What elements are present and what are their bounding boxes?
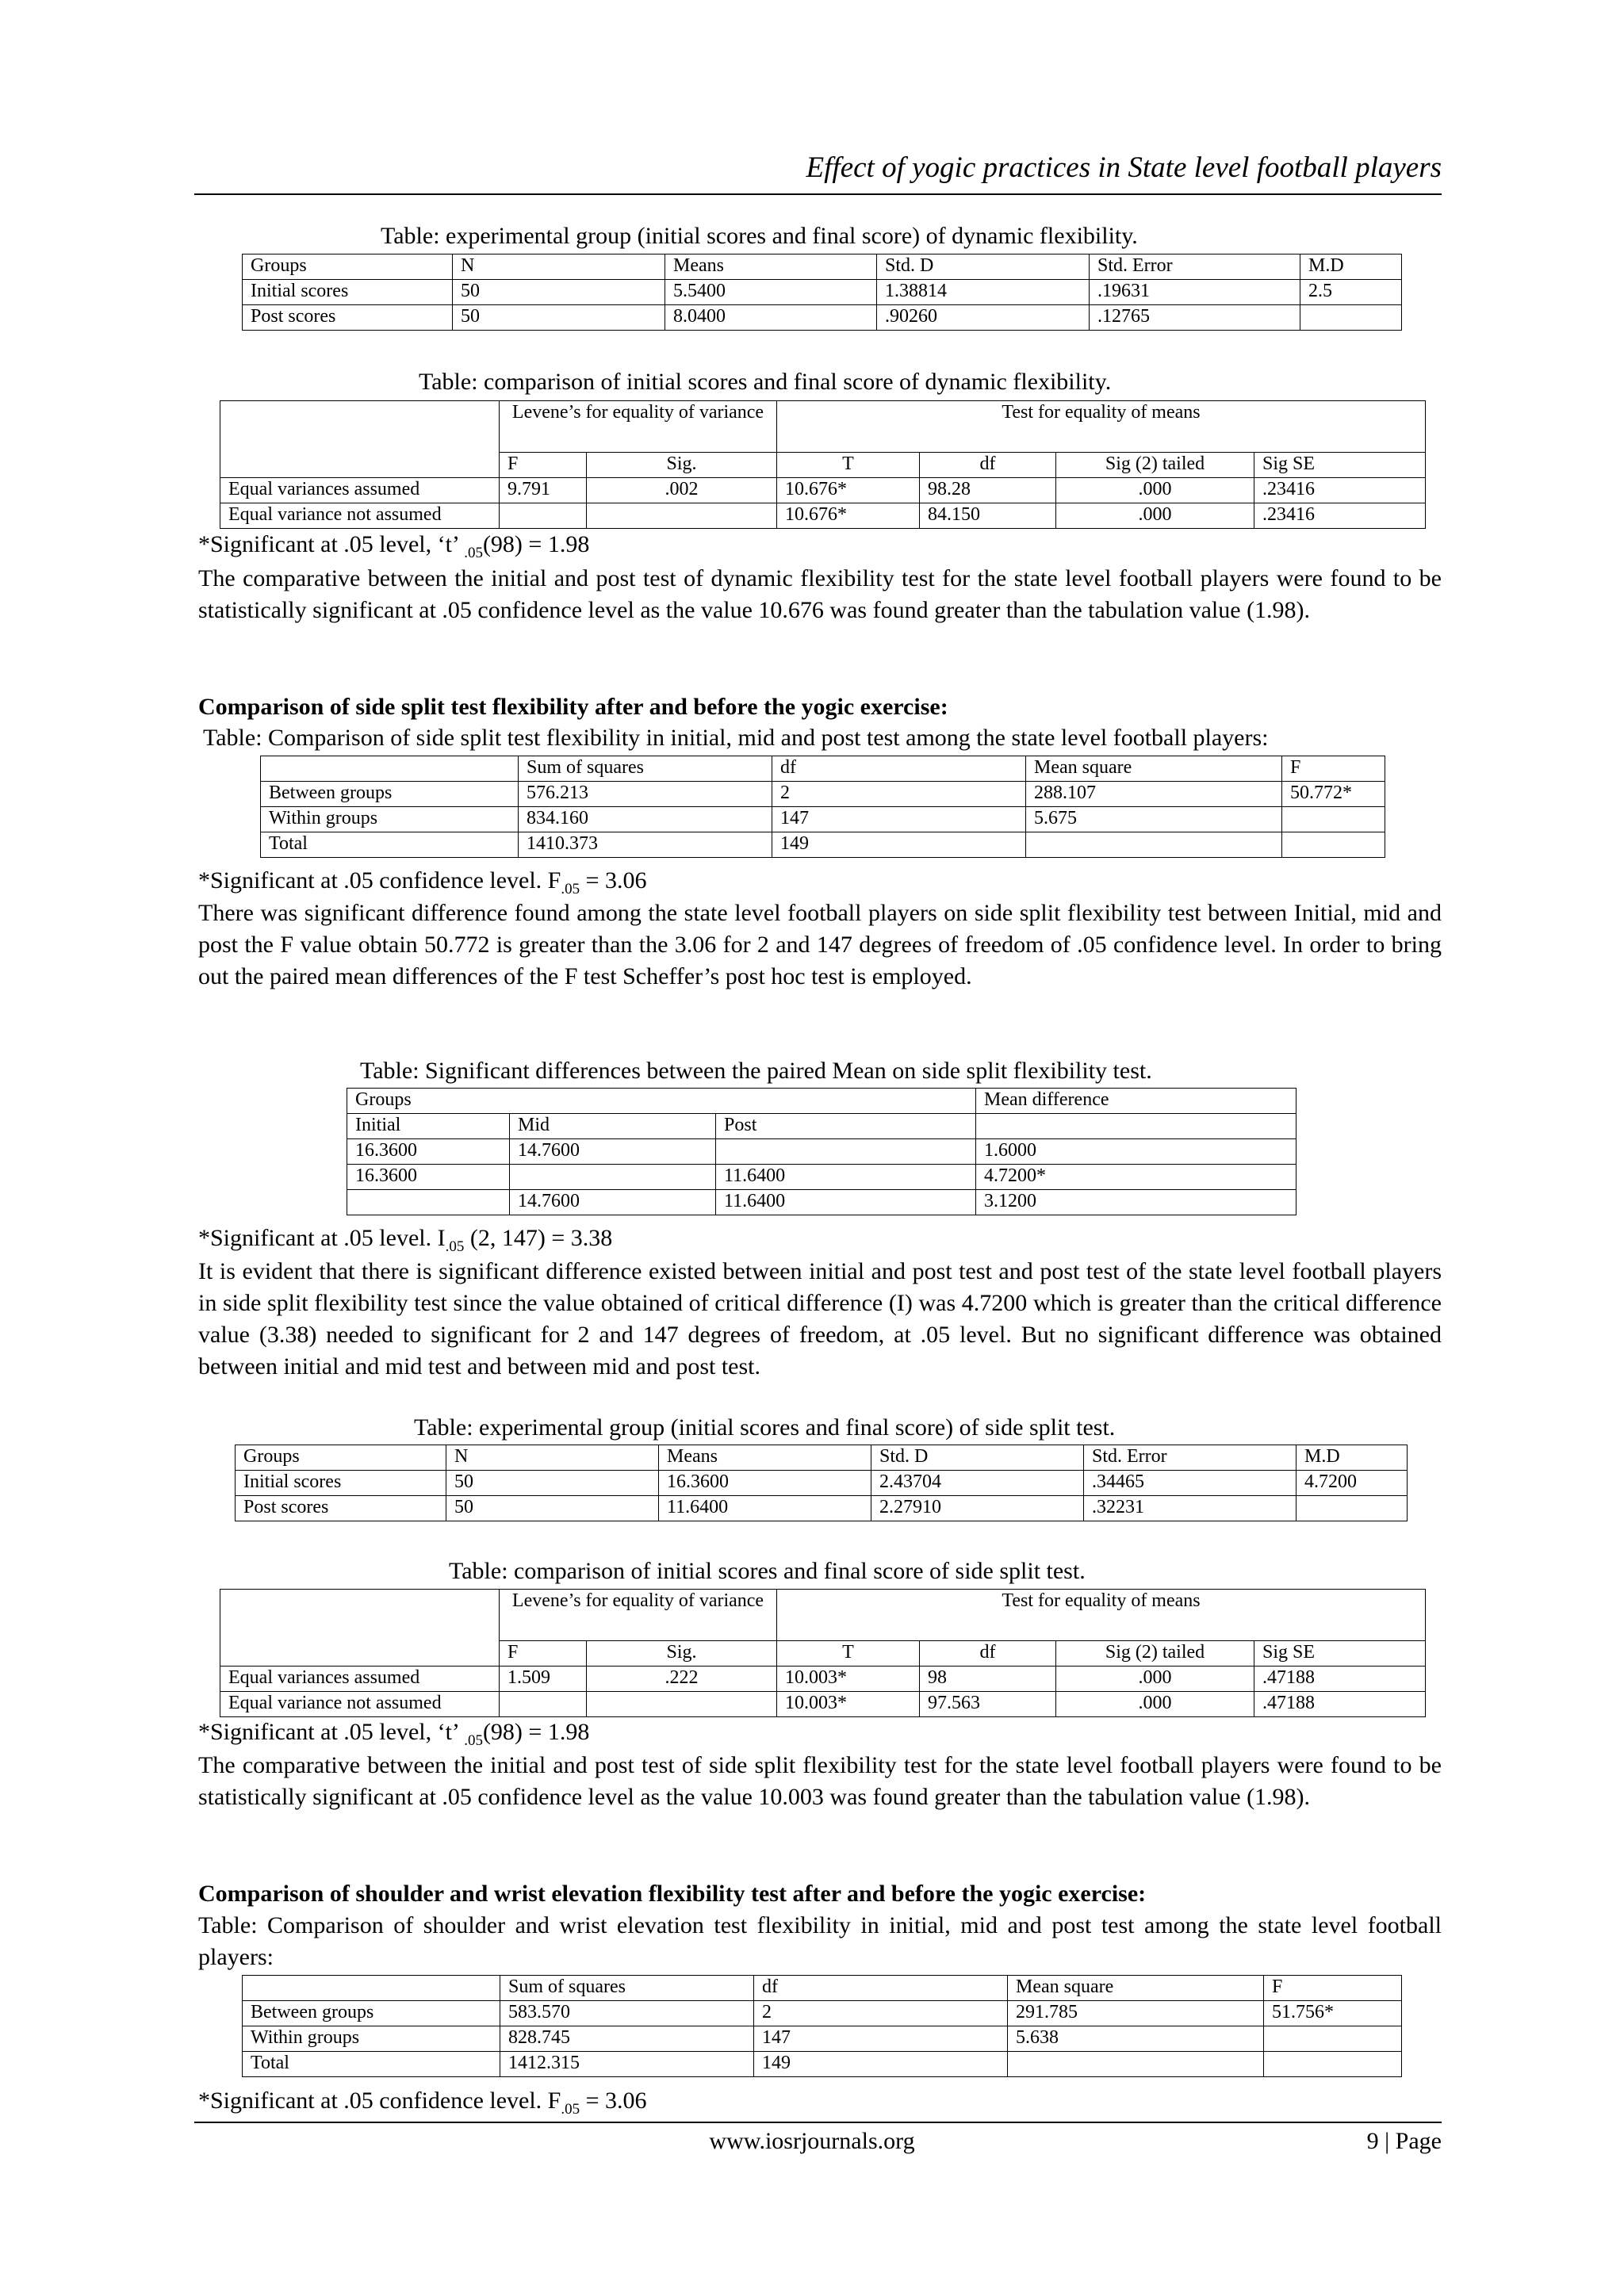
table-cell: F (500, 1641, 587, 1667)
table-cell: 1412.315 (500, 2052, 754, 2077)
table-cell: 2.27910 (871, 1496, 1084, 1521)
significance-note-4: *Significant at .05 level, ‘t’ $_{.05}$(98) = 1.98 (198, 1719, 590, 1749)
mean-difference-header: Mean difference (976, 1089, 1297, 1114)
table-row (220, 1667, 1426, 1692)
table-cell: Post scores (243, 305, 453, 331)
table-cell: 8.0400 (665, 305, 877, 331)
table-cell: Initial scores (243, 280, 453, 305)
table-cell: Std. Error (1084, 1445, 1297, 1471)
table-cell (587, 503, 777, 529)
table-row (347, 1139, 1297, 1165)
table1 (242, 254, 1402, 331)
table-cell: Post scores (236, 1496, 446, 1521)
table2-caption: Table: comparison of initial scores and final score of dynamic flexibility. (419, 369, 1112, 395)
table-cell: T (777, 453, 920, 478)
table-cell: 50.772* (1282, 782, 1385, 807)
table5 (235, 1445, 1408, 1521)
table6 (220, 1589, 1426, 1717)
table-cell: .12765 (1090, 305, 1300, 331)
table-cell: Total (243, 2052, 500, 2077)
table-cell: Sig SE (1254, 453, 1426, 478)
table-row (347, 1190, 1297, 1215)
table-cell: .47188 (1254, 1667, 1426, 1692)
table-row (347, 1165, 1297, 1190)
significance-note-2: *Significant at .05 confidence level. $F_{.05} = 3.06$ (198, 867, 647, 897)
table-cell: 149 (772, 832, 1026, 858)
table-cell (243, 1976, 500, 2001)
table-cell: Sum of squares (519, 756, 772, 782)
table-cell: Groups (243, 254, 453, 280)
table-row (220, 1692, 1426, 1717)
table-cell: .19631 (1090, 280, 1300, 305)
table7 (242, 1975, 1402, 2077)
means-header: Test for equality of means (777, 401, 1426, 453)
table-cell: .000 (1056, 1667, 1254, 1692)
table-cell: 16.3600 (659, 1471, 871, 1496)
paragraph-dynamic-flexibility: The comparative between the initial and post test of dynamic flexibility test for the state level football players were found to be statistically significant at .05 confidence level as the value 10.676 was found greater than the tabulation value (1.98). (198, 565, 1442, 623)
paragraph-scheffe-post-hoc: It is evident that there is significant difference existed between initial and post test and post test of the state level football players in side split flexibility test since the value obtained of critical difference (I) was 4.7200 which is greater than the critical difference value (3.38) needed to significant for 2 and 147 degrees of freedom, at .05 level. But no significant difference was obtained between initial and mid test and between mid and post test. (198, 1258, 1442, 1380)
table-cell: .000 (1056, 478, 1254, 503)
table-cell (220, 1590, 500, 1667)
table-cell: 4.7200 (1297, 1471, 1408, 1496)
table-cell: df (754, 1976, 1008, 2001)
table-cell: .90260 (877, 305, 1090, 331)
section-heading-shoulder-wrist: Comparison of shoulder and wrist elevation flexibility test after and before the yogic exercise: (198, 1881, 1147, 1907)
table-cell: Sum of squares (500, 1976, 754, 2001)
table-row (261, 756, 1385, 782)
table-cell: 583.570 (500, 2001, 754, 2026)
table-cell: 16.3600 (347, 1165, 510, 1190)
table-cell: Sig (2) tailed (1056, 1641, 1254, 1667)
table-cell: .222 (587, 1667, 777, 1692)
table-cell: 98 (920, 1667, 1056, 1692)
table-row (243, 305, 1402, 331)
table-cell: 2 (772, 782, 1026, 807)
table-cell: 291.785 (1008, 2001, 1264, 2026)
table-cell: 2.5 (1300, 280, 1402, 305)
table-row (220, 1590, 1426, 1641)
table-cell: 1.6000 (976, 1139, 1297, 1165)
table-row (236, 1471, 1408, 1496)
table-cell: 2.43704 (871, 1471, 1084, 1496)
table-cell (347, 1190, 510, 1215)
table-cell: 1.38814 (877, 280, 1090, 305)
table6-caption: Table: comparison of initial scores and final score of side split test. (449, 1558, 1086, 1584)
table-cell: 14.7600 (510, 1139, 716, 1165)
table-cell: .47188 (1254, 1692, 1426, 1717)
table-cell: Equal variances assumed (220, 1667, 500, 1692)
table-row (243, 254, 1402, 280)
table-row (261, 807, 1385, 832)
table-cell: M.D (1300, 254, 1402, 280)
table4-caption: Table: Significant differences between the paired Mean on side split flexibility test. (360, 1058, 1152, 1084)
table-row (236, 1445, 1408, 1471)
table-cell: 50 (453, 305, 665, 331)
table-cell: F (500, 453, 587, 478)
table-row (243, 2026, 1402, 2052)
table1-caption: Table: experimental group (initial scores and final score) of dynamic flexibility. (381, 223, 1138, 249)
table-cell (220, 401, 500, 478)
table-cell: 5.638 (1008, 2026, 1264, 2052)
table-cell: 10.003* (777, 1667, 920, 1692)
table-cell: Within groups (261, 807, 519, 832)
table-cell (1282, 832, 1385, 858)
table-cell: 11.6400 (659, 1496, 871, 1521)
table-cell: Sig SE (1254, 1641, 1426, 1667)
table-cell: 11.6400 (716, 1165, 976, 1190)
table-cell: Within groups (243, 2026, 500, 2052)
table-cell: M.D (1297, 1445, 1408, 1471)
footer-rule (194, 2122, 1442, 2123)
table-cell (500, 1692, 587, 1717)
significance-note-3: *Significant at .05 level. $I_{.05}$ (2, 147) = 3.38 (198, 1225, 613, 1255)
table-row (243, 280, 1402, 305)
table-cell (500, 503, 587, 529)
table-cell: .32231 (1084, 1496, 1297, 1521)
table-cell: Equal variances assumed (220, 478, 500, 503)
table-cell: Sig (2) tailed (1056, 453, 1254, 478)
footer-page-number: 9 | Page (1366, 2128, 1442, 2154)
table-cell: df (920, 1641, 1056, 1667)
table-cell (1300, 305, 1402, 331)
table-cell: .000 (1056, 1692, 1254, 1717)
table-cell: Between groups (243, 2001, 500, 2026)
table-row (243, 2001, 1402, 2026)
table-cell: .34465 (1084, 1471, 1297, 1496)
table-cell: 1.509 (500, 1667, 587, 1692)
table-cell: 5.5400 (665, 280, 877, 305)
table-cell: 5.675 (1026, 807, 1282, 832)
table-cell: 834.160 (519, 807, 772, 832)
table-cell: 16.3600 (347, 1139, 510, 1165)
table-cell: Mid (510, 1114, 716, 1139)
table-cell: 97.563 (920, 1692, 1056, 1717)
table-cell (1282, 807, 1385, 832)
table-cell: 149 (754, 2052, 1008, 2077)
table4 (347, 1088, 1297, 1215)
table-cell (1297, 1496, 1408, 1521)
table-cell: N (453, 254, 665, 280)
table-cell: 98.28 (920, 478, 1056, 503)
table-cell: 576.213 (519, 782, 772, 807)
table-cell: Std. D (871, 1445, 1084, 1471)
table-cell: Mean square (1026, 756, 1282, 782)
table-cell: Groups (236, 1445, 446, 1471)
means-header: Test for equality of means (777, 1590, 1426, 1641)
table-cell: .002 (587, 478, 777, 503)
table-cell: 147 (754, 2026, 1008, 2052)
table-cell (1026, 832, 1282, 858)
table-cell: 10.003* (777, 1692, 920, 1717)
table-cell (1264, 2052, 1402, 2077)
table-cell: 9.791 (500, 478, 587, 503)
footer-url-link[interactable]: www.iosrjournals.org (709, 2128, 915, 2154)
table-cell (1008, 2052, 1264, 2077)
table-cell: F (1282, 756, 1385, 782)
table-cell: .23416 (1254, 478, 1426, 503)
running-header-title: Effect of yogic practices in State level football players (806, 151, 1442, 184)
table-cell: 51.756* (1264, 2001, 1402, 2026)
section-heading-side-split: Comparison of side split test flexibility after and before the yogic exercise: (198, 694, 948, 720)
table-cell: Means (665, 254, 877, 280)
table-cell: F (1264, 1976, 1402, 2001)
table-cell: Std. Error (1090, 254, 1300, 280)
paragraph-side-split-anova: There was significant difference found among the state level football players on side split flexibility test between Initial, mid and post the F value obtain 50.772 is greater than the 3.06 for 2 and 147 degrees of freedom of .05 confidence level. In order to bring out the paired mean differences of the F test Scheffer’s post hoc test is employed. (198, 900, 1442, 989)
significance-note-1: *Significant at .05 level, ‘t’ $_{.05}$(98) = 1.98 (198, 531, 590, 561)
table-cell: Between groups (261, 782, 519, 807)
levene-header: Levene’s for equality of variance (500, 1590, 777, 1641)
table-row (220, 478, 1426, 503)
table-cell: .000 (1056, 503, 1254, 529)
table-cell (261, 756, 519, 782)
table-row (243, 1976, 1402, 2001)
table-cell (1264, 2026, 1402, 2052)
table-row (347, 1089, 1297, 1114)
table-cell: Total (261, 832, 519, 858)
table-row (220, 401, 1426, 453)
table-cell: Equal variance not assumed (220, 503, 500, 529)
table7-caption: Table: Comparison of shoulder and wrist elevation test flexibility in initial, mid and post test among the state level football players: (198, 1912, 1442, 1970)
paragraph-side-split-t-test: The comparative between the initial and post test of side split flexibility test for the state level football players were found to be statistically significant at .05 confidence level as the value 10.003 was found greater than the tabulation value (1.98). (198, 1752, 1442, 1810)
table-cell: 50 (453, 280, 665, 305)
table-cell: 4.7200* (976, 1165, 1297, 1190)
table-cell: df (920, 453, 1056, 478)
table-cell: 84.150 (920, 503, 1056, 529)
table-row (220, 503, 1426, 529)
table-cell: 2 (754, 2001, 1008, 2026)
table-cell: Post (716, 1114, 976, 1139)
table-cell: df (772, 756, 1026, 782)
levene-header: Levene’s for equality of variance (500, 401, 777, 453)
table-cell: 14.7600 (510, 1190, 716, 1215)
groups-header: Groups (347, 1089, 976, 1114)
table-cell (510, 1165, 716, 1190)
table-row (347, 1114, 1297, 1139)
table2 (220, 400, 1426, 529)
table-cell: 11.6400 (716, 1190, 976, 1215)
table-cell: 3.1200 (976, 1190, 1297, 1215)
table3-caption: Table: Comparison of side split test flexibility in initial, mid and post test among the state level football players: (203, 725, 1269, 751)
table-cell: 10.676* (777, 503, 920, 529)
table-cell: 1410.373 (519, 832, 772, 858)
table-cell: 288.107 (1026, 782, 1282, 807)
table-cell: Initial scores (236, 1471, 446, 1496)
table-cell: 50 (446, 1496, 659, 1521)
table-cell: Equal variance not assumed (220, 1692, 500, 1717)
table-cell (976, 1114, 1297, 1139)
table-cell (716, 1139, 976, 1165)
table-cell: Std. D (877, 254, 1090, 280)
table-cell: 147 (772, 807, 1026, 832)
table-row (243, 2052, 1402, 2077)
table-cell: Initial (347, 1114, 510, 1139)
table-row (261, 782, 1385, 807)
table-cell: N (446, 1445, 659, 1471)
table-cell (587, 1692, 777, 1717)
table-row (261, 832, 1385, 858)
table-cell: 828.745 (500, 2026, 754, 2052)
table-cell: Means (659, 1445, 871, 1471)
table-cell: 10.676* (777, 478, 920, 503)
table-cell: 50 (446, 1471, 659, 1496)
table-cell: Sig. (587, 453, 777, 478)
table-cell: T (777, 1641, 920, 1667)
table5-caption: Table: experimental group (initial scores and final score) of side split test. (414, 1414, 1116, 1441)
table3 (260, 756, 1385, 858)
table-cell: Mean square (1008, 1976, 1264, 2001)
significance-note-5: *Significant at .05 confidence level. $F_{.05} = 3.06$ (198, 2087, 647, 2118)
table-row (236, 1496, 1408, 1521)
table-cell: Sig. (587, 1641, 777, 1667)
table-cell: .23416 (1254, 503, 1426, 529)
header-rule (194, 193, 1442, 195)
